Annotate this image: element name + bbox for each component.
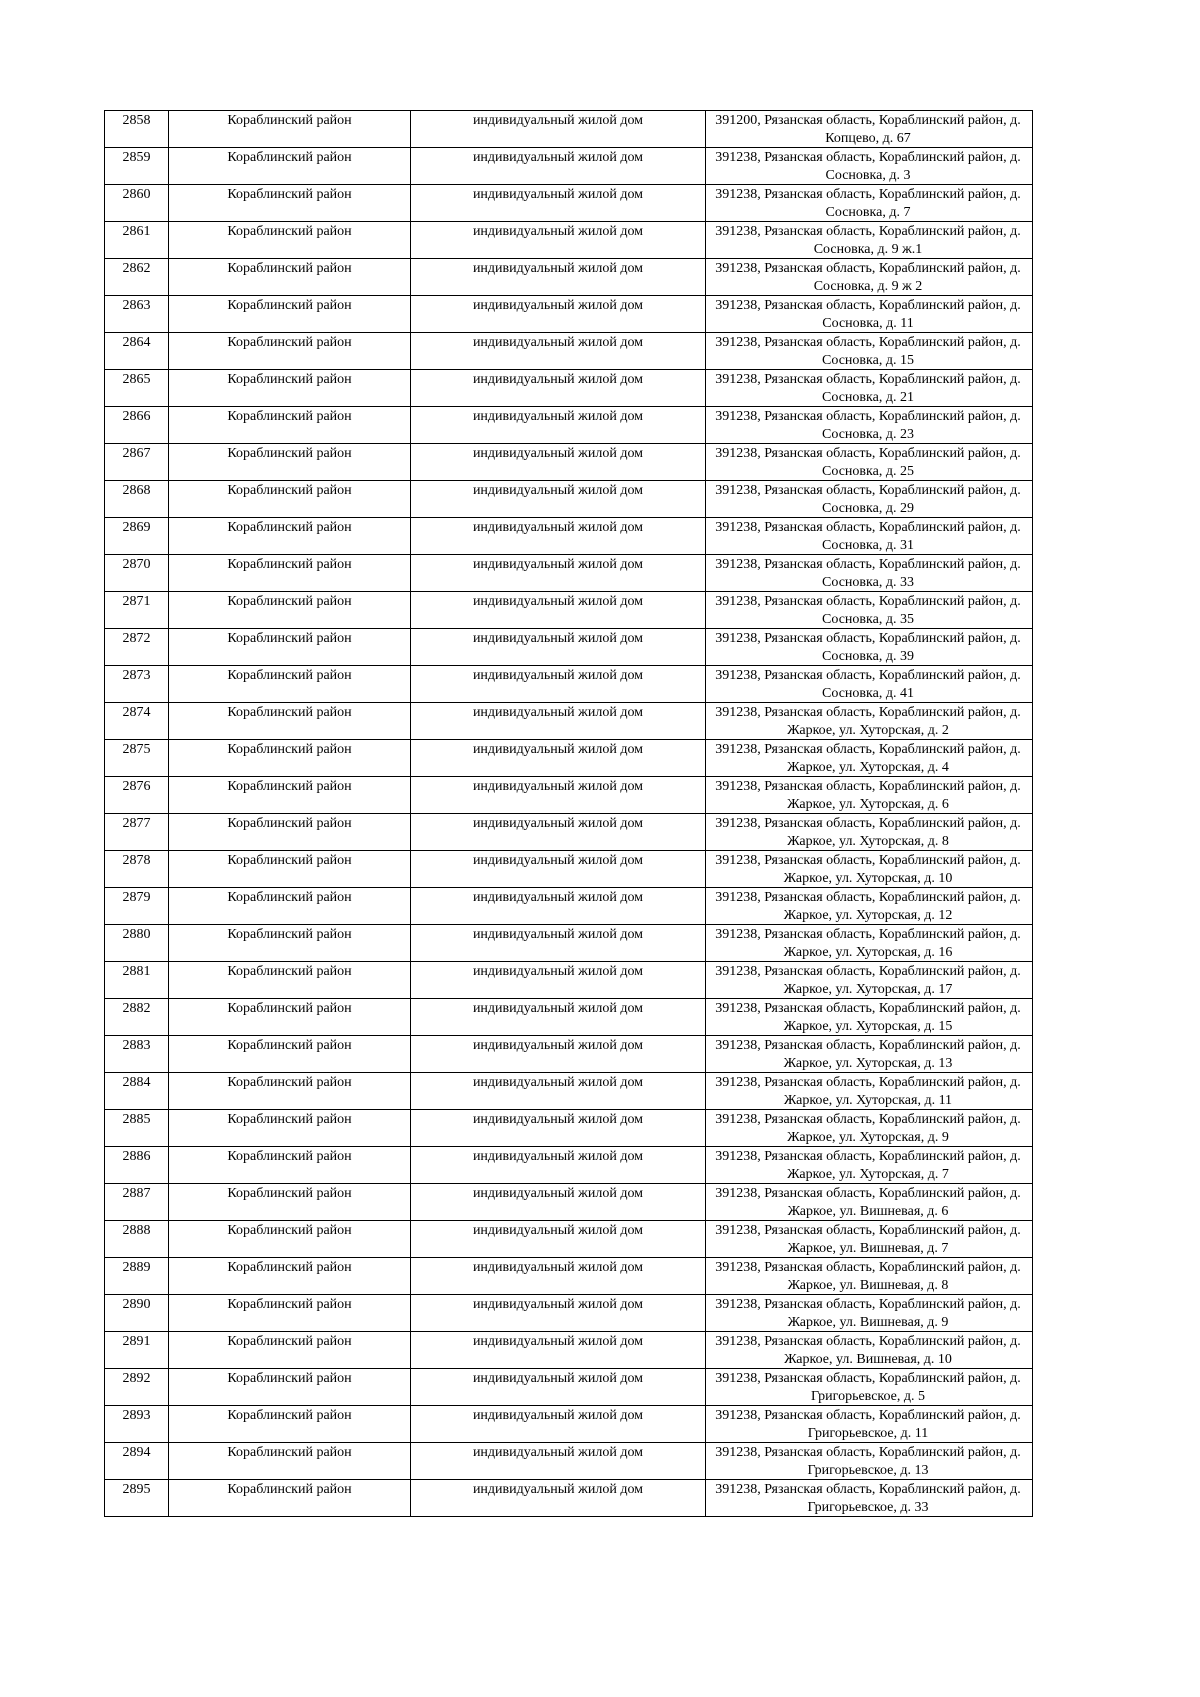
district-cell: Кораблинский район <box>169 1036 411 1073</box>
building-type-cell: индивидуальный жилой дом <box>411 555 706 592</box>
district-cell: Кораблинский район <box>169 666 411 703</box>
row-number-cell: 2892 <box>105 1369 169 1406</box>
district-cell: Кораблинский район <box>169 407 411 444</box>
table-body <box>105 111 1033 1517</box>
building-type-cell: индивидуальный жилой дом <box>411 1443 706 1480</box>
district-cell: Кораблинский район <box>169 777 411 814</box>
row-number-cell: 2879 <box>105 888 169 925</box>
table-row <box>105 185 1033 222</box>
row-number-cell: 2858 <box>105 111 169 148</box>
row-number-cell: 2891 <box>105 1332 169 1369</box>
table-row <box>105 481 1033 518</box>
address-cell: 391200, Рязанская область, Кораблинский район, д. Копцево, д. 67 <box>706 111 1033 148</box>
building-type-cell: индивидуальный жилой дом <box>411 814 706 851</box>
district-cell: Кораблинский район <box>169 1295 411 1332</box>
address-cell: 391238, Рязанская область, Кораблинский район, д. Жаркое, ул. Хуторская, д. 2 <box>706 703 1033 740</box>
table-row <box>105 1406 1033 1443</box>
building-type-cell: индивидуальный жилой дом <box>411 740 706 777</box>
district-cell: Кораблинский район <box>169 888 411 925</box>
building-type-cell: индивидуальный жилой дом <box>411 1036 706 1073</box>
row-number-cell: 2863 <box>105 296 169 333</box>
district-cell: Кораблинский район <box>169 814 411 851</box>
row-number-cell: 2860 <box>105 185 169 222</box>
district-cell: Кораблинский район <box>169 1147 411 1184</box>
row-number-cell: 2888 <box>105 1221 169 1258</box>
district-cell: Кораблинский район <box>169 185 411 222</box>
district-cell: Кораблинский район <box>169 555 411 592</box>
address-cell: 391238, Рязанская область, Кораблинский район, д. Жаркое, ул. Хуторская, д. 4 <box>706 740 1033 777</box>
row-number-cell: 2883 <box>105 1036 169 1073</box>
district-cell: Кораблинский район <box>169 592 411 629</box>
row-number-cell: 2871 <box>105 592 169 629</box>
district-cell: Кораблинский район <box>169 1406 411 1443</box>
row-number-cell: 2882 <box>105 999 169 1036</box>
row-number-cell: 2869 <box>105 518 169 555</box>
table-row <box>105 1295 1033 1332</box>
table-row <box>105 555 1033 592</box>
district-cell: Кораблинский район <box>169 111 411 148</box>
building-type-cell: индивидуальный жилой дом <box>411 1406 706 1443</box>
row-number-cell: 2880 <box>105 925 169 962</box>
table-row <box>105 518 1033 555</box>
row-number-cell: 2859 <box>105 148 169 185</box>
address-cell: 391238, Рязанская область, Кораблинский район, д. Жаркое, ул. Хуторская, д. 11 <box>706 1073 1033 1110</box>
row-number-cell: 2873 <box>105 666 169 703</box>
district-cell: Кораблинский район <box>169 148 411 185</box>
district-cell: Кораблинский район <box>169 703 411 740</box>
address-cell: 391238, Рязанская область, Кораблинский район, д. Жаркое, ул. Вишневая, д. 8 <box>706 1258 1033 1295</box>
housing-table <box>104 110 1033 1517</box>
address-cell: 391238, Рязанская область, Кораблинский район, д. Сосновка, д. 35 <box>706 592 1033 629</box>
building-type-cell: индивидуальный жилой дом <box>411 851 706 888</box>
building-type-cell: индивидуальный жилой дом <box>411 259 706 296</box>
address-cell: 391238, Рязанская область, Кораблинский район, д. Жаркое, ул. Вишневая, д. 7 <box>706 1221 1033 1258</box>
row-number-cell: 2862 <box>105 259 169 296</box>
building-type-cell: индивидуальный жилой дом <box>411 222 706 259</box>
table-row <box>105 111 1033 148</box>
address-cell: 391238, Рязанская область, Кораблинский район, д. Жаркое, ул. Хуторская, д. 13 <box>706 1036 1033 1073</box>
table-row <box>105 1110 1033 1147</box>
district-cell: Кораблинский район <box>169 370 411 407</box>
table-row <box>105 259 1033 296</box>
address-cell: 391238, Рязанская область, Кораблинский район, д. Жаркое, ул. Хуторская, д. 12 <box>706 888 1033 925</box>
building-type-cell: индивидуальный жилой дом <box>411 925 706 962</box>
building-type-cell: индивидуальный жилой дом <box>411 148 706 185</box>
district-cell: Кораблинский район <box>169 962 411 999</box>
district-cell: Кораблинский район <box>169 444 411 481</box>
table-row <box>105 1480 1033 1517</box>
address-cell: 391238, Рязанская область, Кораблинский район, д. Сосновка, д. 31 <box>706 518 1033 555</box>
table-row <box>105 1036 1033 1073</box>
row-number-cell: 2866 <box>105 407 169 444</box>
building-type-cell: индивидуальный жилой дом <box>411 1184 706 1221</box>
table-row <box>105 1369 1033 1406</box>
table-row <box>105 296 1033 333</box>
building-type-cell: индивидуальный жилой дом <box>411 1258 706 1295</box>
address-cell: 391238, Рязанская область, Кораблинский район, д. Жаркое, ул. Вишневая, д. 10 <box>706 1332 1033 1369</box>
row-number-cell: 2872 <box>105 629 169 666</box>
table-row <box>105 629 1033 666</box>
table-row <box>105 999 1033 1036</box>
district-cell: Кораблинский район <box>169 1258 411 1295</box>
building-type-cell: индивидуальный жилой дом <box>411 1332 706 1369</box>
row-number-cell: 2865 <box>105 370 169 407</box>
building-type-cell: индивидуальный жилой дом <box>411 1073 706 1110</box>
building-type-cell: индивидуальный жилой дом <box>411 370 706 407</box>
address-cell: 391238, Рязанская область, Кораблинский район, д. Жаркое, ул. Хуторская, д. 6 <box>706 777 1033 814</box>
building-type-cell: индивидуальный жилой дом <box>411 629 706 666</box>
row-number-cell: 2870 <box>105 555 169 592</box>
district-cell: Кораблинский район <box>169 259 411 296</box>
table-row <box>105 148 1033 185</box>
address-cell: 391238, Рязанская область, Кораблинский район, д. Жаркое, ул. Хуторская, д. 9 <box>706 1110 1033 1147</box>
address-cell: 391238, Рязанская область, Кораблинский район, д. Сосновка, д. 41 <box>706 666 1033 703</box>
building-type-cell: индивидуальный жилой дом <box>411 962 706 999</box>
row-number-cell: 2887 <box>105 1184 169 1221</box>
table-row <box>105 222 1033 259</box>
district-cell: Кораблинский район <box>169 925 411 962</box>
table-row <box>105 1258 1033 1295</box>
building-type-cell: индивидуальный жилой дом <box>411 1480 706 1517</box>
row-number-cell: 2895 <box>105 1480 169 1517</box>
row-number-cell: 2868 <box>105 481 169 518</box>
building-type-cell: индивидуальный жилой дом <box>411 777 706 814</box>
building-type-cell: индивидуальный жилой дом <box>411 518 706 555</box>
row-number-cell: 2886 <box>105 1147 169 1184</box>
building-type-cell: индивидуальный жилой дом <box>411 185 706 222</box>
district-cell: Кораблинский район <box>169 629 411 666</box>
address-cell: 391238, Рязанская область, Кораблинский район, д. Сосновка, д. 15 <box>706 333 1033 370</box>
building-type-cell: индивидуальный жилой дом <box>411 1110 706 1147</box>
row-number-cell: 2874 <box>105 703 169 740</box>
table-row <box>105 703 1033 740</box>
row-number-cell: 2867 <box>105 444 169 481</box>
row-number-cell: 2894 <box>105 1443 169 1480</box>
address-cell: 391238, Рязанская область, Кораблинский район, д. Сосновка, д. 9 ж.1 <box>706 222 1033 259</box>
address-cell: 391238, Рязанская область, Кораблинский район, д. Жаркое, ул. Хуторская, д. 7 <box>706 1147 1033 1184</box>
address-cell: 391238, Рязанская область, Кораблинский район, д. Григорьевское, д. 33 <box>706 1480 1033 1517</box>
row-number-cell: 2890 <box>105 1295 169 1332</box>
address-cell: 391238, Рязанская область, Кораблинский район, д. Сосновка, д. 33 <box>706 555 1033 592</box>
building-type-cell: индивидуальный жилой дом <box>411 592 706 629</box>
building-type-cell: индивидуальный жилой дом <box>411 666 706 703</box>
table-row <box>105 1221 1033 1258</box>
building-type-cell: индивидуальный жилой дом <box>411 1221 706 1258</box>
table-row <box>105 370 1033 407</box>
row-number-cell: 2885 <box>105 1110 169 1147</box>
table-row <box>105 1147 1033 1184</box>
table-row <box>105 851 1033 888</box>
table-row <box>105 1184 1033 1221</box>
address-cell: 391238, Рязанская область, Кораблинский район, д. Сосновка, д. 9 ж 2 <box>706 259 1033 296</box>
district-cell: Кораблинский район <box>169 1369 411 1406</box>
address-cell: 391238, Рязанская область, Кораблинский район, д. Григорьевское, д. 13 <box>706 1443 1033 1480</box>
building-type-cell: индивидуальный жилой дом <box>411 999 706 1036</box>
row-number-cell: 2893 <box>105 1406 169 1443</box>
district-cell: Кораблинский район <box>169 296 411 333</box>
address-cell: 391238, Рязанская область, Кораблинский район, д. Жаркое, ул. Вишневая, д. 9 <box>706 1295 1033 1332</box>
address-cell: 391238, Рязанская область, Кораблинский район, д. Григорьевское, д. 5 <box>706 1369 1033 1406</box>
building-type-cell: индивидуальный жилой дом <box>411 333 706 370</box>
table-row <box>105 888 1033 925</box>
building-type-cell: индивидуальный жилой дом <box>411 444 706 481</box>
district-cell: Кораблинский район <box>169 518 411 555</box>
building-type-cell: индивидуальный жилой дом <box>411 296 706 333</box>
table-row <box>105 444 1033 481</box>
district-cell: Кораблинский район <box>169 222 411 259</box>
table-row <box>105 1073 1033 1110</box>
row-number-cell: 2875 <box>105 740 169 777</box>
address-cell: 391238, Рязанская область, Кораблинский район, д. Жаркое, ул. Вишневая, д. 6 <box>706 1184 1033 1221</box>
building-type-cell: индивидуальный жилой дом <box>411 703 706 740</box>
building-type-cell: индивидуальный жилой дом <box>411 481 706 518</box>
building-type-cell: индивидуальный жилой дом <box>411 1369 706 1406</box>
address-cell: 391238, Рязанская область, Кораблинский район, д. Сосновка, д. 25 <box>706 444 1033 481</box>
table-row <box>105 814 1033 851</box>
building-type-cell: индивидуальный жилой дом <box>411 407 706 444</box>
district-cell: Кораблинский район <box>169 851 411 888</box>
row-number-cell: 2884 <box>105 1073 169 1110</box>
address-cell: 391238, Рязанская область, Кораблинский район, д. Сосновка, д. 21 <box>706 370 1033 407</box>
address-cell: 391238, Рязанская область, Кораблинский район, д. Жаркое, ул. Хуторская, д. 10 <box>706 851 1033 888</box>
district-cell: Кораблинский район <box>169 333 411 370</box>
district-cell: Кораблинский район <box>169 1221 411 1258</box>
address-cell: 391238, Рязанская область, Кораблинский район, д. Сосновка, д. 3 <box>706 148 1033 185</box>
row-number-cell: 2878 <box>105 851 169 888</box>
address-cell: 391238, Рязанская область, Кораблинский район, д. Сосновка, д. 11 <box>706 296 1033 333</box>
district-cell: Кораблинский район <box>169 740 411 777</box>
district-cell: Кораблинский район <box>169 481 411 518</box>
row-number-cell: 2877 <box>105 814 169 851</box>
district-cell: Кораблинский район <box>169 1480 411 1517</box>
table-row <box>105 962 1033 999</box>
address-cell: 391238, Рязанская область, Кораблинский район, д. Сосновка, д. 23 <box>706 407 1033 444</box>
table-row <box>105 777 1033 814</box>
district-cell: Кораблинский район <box>169 1073 411 1110</box>
district-cell: Кораблинский район <box>169 1443 411 1480</box>
address-cell: 391238, Рязанская область, Кораблинский район, д. Жаркое, ул. Хуторская, д. 8 <box>706 814 1033 851</box>
address-cell: 391238, Рязанская область, Кораблинский район, д. Сосновка, д. 7 <box>706 185 1033 222</box>
table-row <box>105 925 1033 962</box>
table-row <box>105 592 1033 629</box>
address-cell: 391238, Рязанская область, Кораблинский район, д. Жаркое, ул. Хуторская, д. 16 <box>706 925 1033 962</box>
table-row <box>105 1443 1033 1480</box>
table-row <box>105 740 1033 777</box>
building-type-cell: индивидуальный жилой дом <box>411 1147 706 1184</box>
row-number-cell: 2889 <box>105 1258 169 1295</box>
row-number-cell: 2876 <box>105 777 169 814</box>
address-cell: 391238, Рязанская область, Кораблинский район, д. Григорьевское, д. 11 <box>706 1406 1033 1443</box>
building-type-cell: индивидуальный жилой дом <box>411 1295 706 1332</box>
row-number-cell: 2861 <box>105 222 169 259</box>
address-cell: 391238, Рязанская область, Кораблинский район, д. Жаркое, ул. Хуторская, д. 17 <box>706 962 1033 999</box>
table-row <box>105 1332 1033 1369</box>
address-cell: 391238, Рязанская область, Кораблинский район, д. Сосновка, д. 29 <box>706 481 1033 518</box>
table-row <box>105 333 1033 370</box>
row-number-cell: 2864 <box>105 333 169 370</box>
table-row <box>105 666 1033 703</box>
building-type-cell: индивидуальный жилой дом <box>411 111 706 148</box>
row-number-cell: 2881 <box>105 962 169 999</box>
district-cell: Кораблинский район <box>169 1184 411 1221</box>
address-cell: 391238, Рязанская область, Кораблинский район, д. Сосновка, д. 39 <box>706 629 1033 666</box>
building-type-cell: индивидуальный жилой дом <box>411 888 706 925</box>
address-cell: 391238, Рязанская область, Кораблинский район, д. Жаркое, ул. Хуторская, д. 15 <box>706 999 1033 1036</box>
district-cell: Кораблинский район <box>169 1110 411 1147</box>
district-cell: Кораблинский район <box>169 1332 411 1369</box>
district-cell: Кораблинский район <box>169 999 411 1036</box>
table-row <box>105 407 1033 444</box>
